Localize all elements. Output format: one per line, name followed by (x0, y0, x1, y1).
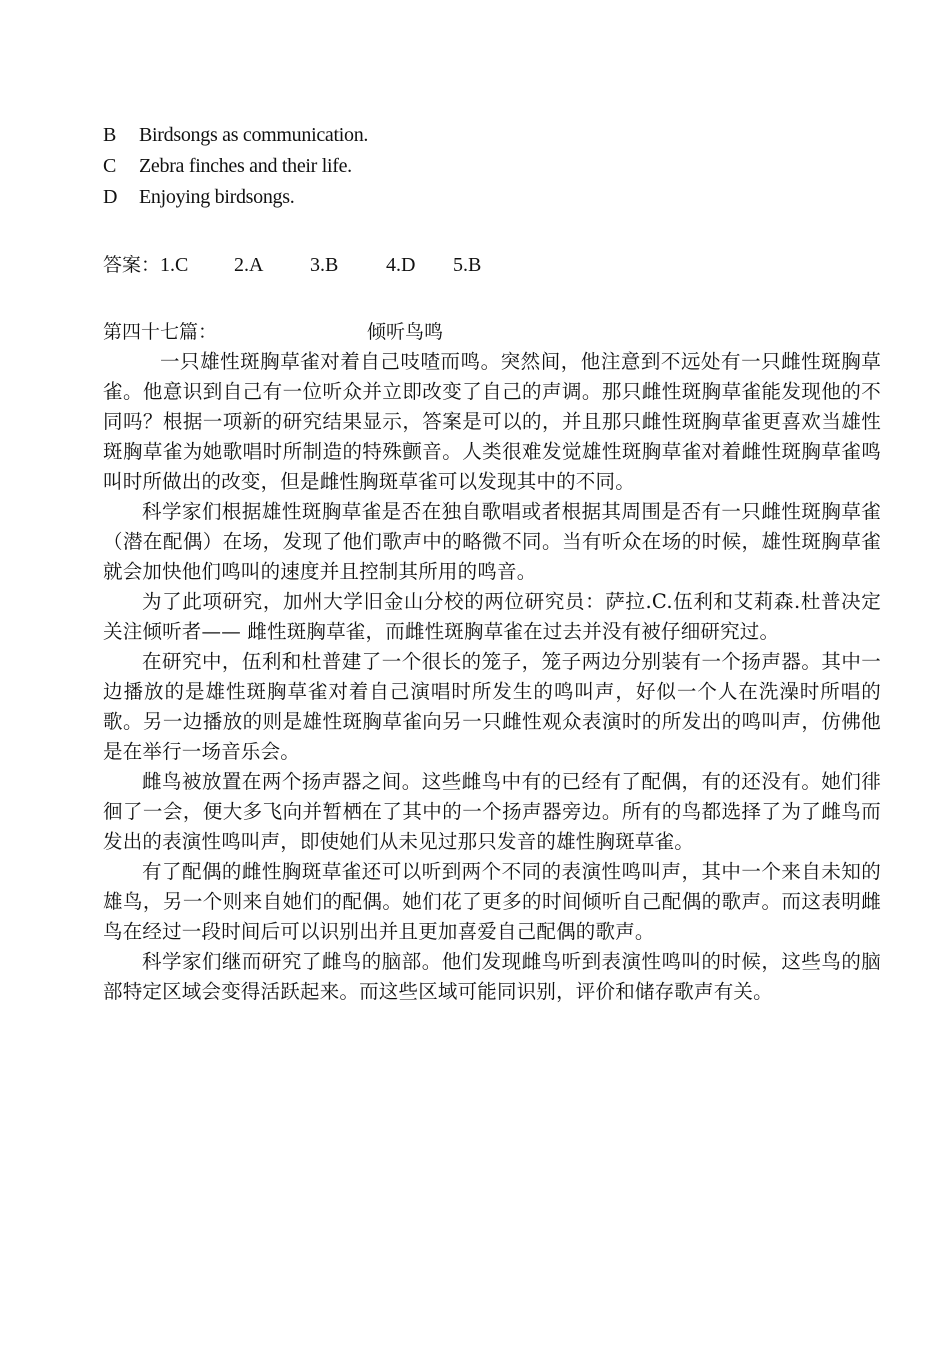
option-b (103, 120, 881, 151)
article-paragraph: 科学家们根据雄性斑胸草雀是否在独自歌唱或者根据其周围是否有一只雌性斑胸草雀（潜在配偶）在场，发现了他们歌声中的略微不同。当有听众在场的时候，雄性斑胸草雀就会加快他们鸣叫的速度并且控制其所用的鸣音。 (103, 500, 881, 583)
options-list (103, 120, 881, 213)
article-title: 倾听鸟鸣 (367, 321, 444, 343)
option-text: Zebra finches and their life. (139, 155, 352, 177)
option-d (103, 182, 881, 213)
article-paragraph: 在研究中，伍利和杜普建了一个很长的笼子，笼子两边分别装有一个扬声器。其中一边播放的是雄性斑胸草雀对着自己演唱时所发生的鸣叫声，好似一个人在洗澡时所唱的歌。另一边播放的则是雄性斑胸草雀向另一只雌性观众表演时的所发出的鸣叫声，仿佛他是在举行一场音乐会。 (103, 650, 881, 763)
answer-item: 1.C (160, 254, 189, 276)
answer-label: 答案： (103, 254, 161, 276)
option-letter: D (103, 186, 118, 208)
answer-item: 3.B (310, 254, 339, 276)
article-paragraph: 一只雄性斑胸草雀对着自己吱喳而鸣。突然间，他注意到不远处有一只雌性斑胸草雀。他意识到自己有一位听众并立即改变了自己的声调。那只雌性斑胸草雀能发现他的不同吗？根据一项新的研究结果显示，答案是可以的，并且那只雌性斑胸草雀更喜欢当雄性斑胸草雀为她歌唱时所制造的特殊颤音。人类很难发觉雄性斑胸草雀对着雌性斑胸草雀鸣叫时所做出的改变，但是雌性胸斑草雀可以发现其中的不同。 (103, 350, 881, 493)
option-text: Birdsongs as communication. (139, 124, 369, 146)
option-letter: C (103, 155, 117, 177)
option-text: Enjoying birdsongs. (139, 186, 295, 208)
answer-item: 2.A (234, 254, 264, 276)
option-c (103, 151, 881, 182)
article-heading (103, 317, 881, 347)
article-paragraph: 雌鸟被放置在两个扬声器之间。这些雌鸟中有的已经有了配偶，有的还没有。她们徘徊了一会，便大多飞向并暂栖在了其中的一个扬声器旁边。所有的鸟都选择了为了雌鸟而发出的表演性鸣叫声，即使她们从未见过那只发音的雄性胸斑草雀。 (103, 770, 881, 853)
option-letter: B (103, 124, 117, 146)
article-paragraph: 有了配偶的雌性胸斑草雀还可以听到两个不同的表演性鸣叫声，其中一个来自未知的雄鸟，另一个则来自她们的配偶。她们花了更多的时间倾听自己配偶的歌声。而这表明雌鸟在经过一段时间后可以识别出并且更加喜爱自己配偶的歌声。 (103, 860, 881, 943)
article-number: 第四十七篇： (103, 321, 218, 343)
article-body (103, 347, 881, 1007)
article-paragraph: 为了此项研究，加州大学旧金山分校的两位研究员：萨拉.C.伍利和艾莉森.杜普决定关注倾听者—— 雌性斑胸草雀，而雌性斑胸草雀在过去并没有被仔细研究过。 (103, 590, 881, 643)
answer-key (103, 248, 881, 281)
document-page (103, 120, 881, 1007)
answer-item: 5.B (453, 254, 482, 276)
article-paragraph: 科学家们继而研究了雌鸟的脑部。他们发现雌鸟听到表演性鸣叫的时候，这些鸟的脑部特定区域会变得活跃起来。而这些区域可能同识别，评价和储存歌声有关。 (103, 950, 881, 1003)
answer-item: 4.D (386, 254, 416, 276)
